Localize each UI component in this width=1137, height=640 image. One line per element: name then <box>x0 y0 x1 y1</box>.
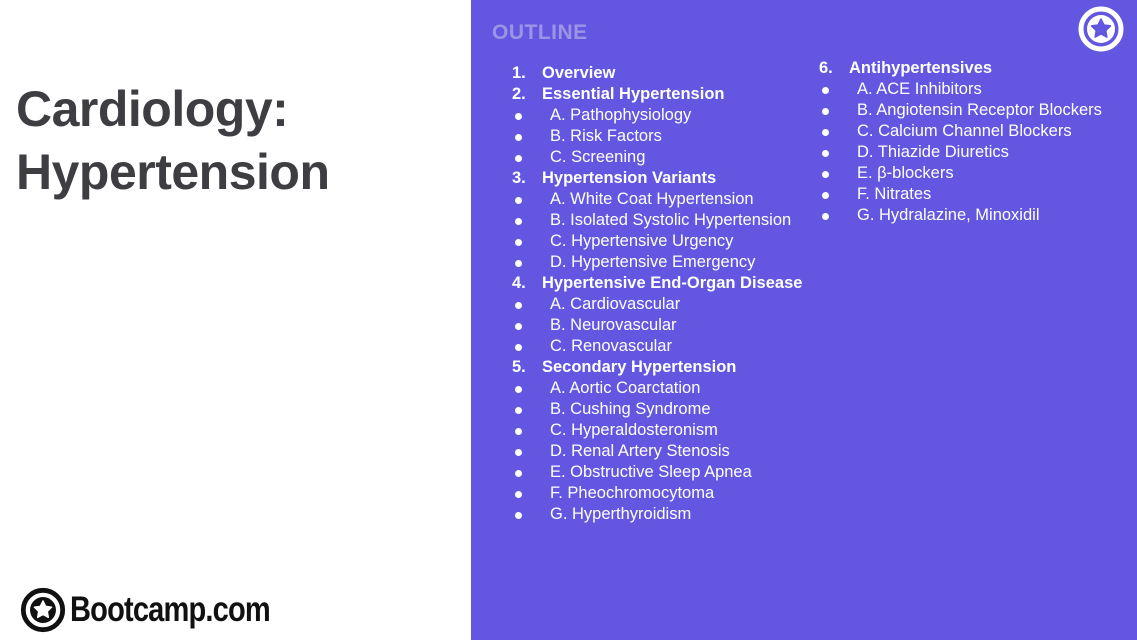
item-label: Hypertensive End-Organ Disease <box>542 274 803 292</box>
bullet-icon <box>822 171 829 178</box>
outline-item-bullet <box>512 441 819 462</box>
item-label: D. Hypertensive Emergency <box>550 253 756 271</box>
outline-item-bullet <box>512 462 819 483</box>
bootcamp-logo-text: Bootcamp.com <box>70 590 270 629</box>
item-marker <box>819 121 849 142</box>
bullet-icon <box>822 87 829 94</box>
bullet-icon <box>515 386 522 393</box>
outline-columns <box>512 59 1137 525</box>
item-label: Secondary Hypertension <box>542 358 737 376</box>
outline-item-bullet <box>512 378 819 399</box>
item-label: B. Isolated Systolic Hypertension <box>550 211 792 229</box>
item-label: C. Calcium Channel Blockers <box>857 122 1072 140</box>
slide-title-line2: Hypertension <box>16 144 330 200</box>
item-label: A. White Coat Hypertension <box>550 190 754 208</box>
bullet-icon <box>515 323 522 330</box>
item-label: A. Aortic Coarctation <box>550 379 701 397</box>
item-number: 4. <box>512 274 526 292</box>
bullet-icon <box>515 491 522 498</box>
outline-item-numbered <box>512 168 819 189</box>
item-label: C. Screening <box>550 148 646 166</box>
outline-item-bullet <box>819 100 1137 121</box>
item-label: B. Angiotensin Receptor Blockers <box>857 101 1102 119</box>
outline-item-bullet <box>512 231 819 252</box>
outline-item-bullet <box>819 205 1137 226</box>
item-marker <box>512 147 542 168</box>
outline-item-bullet <box>512 147 819 168</box>
outline-item-bullet <box>512 126 819 147</box>
item-label: D. Renal Artery Stenosis <box>550 442 730 460</box>
item-marker <box>512 483 542 504</box>
outline-item-numbered <box>512 63 819 84</box>
bullet-icon <box>515 260 522 267</box>
item-marker <box>512 462 542 483</box>
bullet-icon <box>515 239 522 246</box>
bullet-icon <box>822 213 829 220</box>
item-label: G. Hydralazine, Minoxidil <box>857 206 1040 224</box>
item-marker <box>819 100 849 121</box>
item-marker <box>512 126 542 147</box>
outline-item-bullet <box>512 420 819 441</box>
item-marker <box>512 294 542 315</box>
item-number: 5. <box>512 358 526 376</box>
item-label: A. Pathophysiology <box>550 106 692 124</box>
item-marker <box>512 441 542 462</box>
bullet-icon <box>822 129 829 136</box>
item-label: G. Hyperthyroidism <box>550 505 692 523</box>
item-label: B. Risk Factors <box>550 127 662 145</box>
bullet-icon <box>515 155 522 162</box>
outline-item-bullet <box>819 79 1137 100</box>
item-marker <box>512 315 542 336</box>
title-panel <box>0 0 471 640</box>
outline-item-bullet <box>819 163 1137 184</box>
bullet-icon <box>822 108 829 115</box>
item-marker <box>512 399 542 420</box>
item-label: Overview <box>542 64 616 82</box>
item-marker <box>819 163 849 184</box>
item-marker <box>512 504 542 525</box>
outline-item-bullet <box>512 399 819 420</box>
item-label: C. Hypertensive Urgency <box>550 232 734 250</box>
item-number: 3. <box>512 169 526 187</box>
bootcamp-star-shield-icon <box>19 586 67 634</box>
outline-item-bullet <box>512 105 819 126</box>
item-marker <box>512 231 542 252</box>
bullet-icon <box>515 344 522 351</box>
outline-item-numbered <box>512 84 819 105</box>
item-label: Essential Hypertension <box>542 85 725 103</box>
outline-item-bullet <box>512 336 819 357</box>
outline-item-bullet <box>512 252 819 273</box>
item-label: B. Neurovascular <box>550 316 677 334</box>
item-label: F. Pheochromocytoma <box>550 484 715 502</box>
item-label: A. ACE Inhibitors <box>857 80 982 98</box>
item-label: C. Hyperaldosteronism <box>550 421 718 439</box>
item-marker <box>512 210 542 231</box>
slide-title <box>16 78 330 204</box>
item-marker <box>512 252 542 273</box>
bullet-icon <box>515 470 522 477</box>
item-marker <box>819 79 849 100</box>
item-number: 1. <box>512 64 526 82</box>
item-marker <box>819 184 849 205</box>
bullet-icon <box>515 113 522 120</box>
item-label: C. Renovascular <box>550 337 672 355</box>
outline-column-2 <box>819 58 1137 226</box>
item-label: Hypertension Variants <box>542 169 717 187</box>
bullet-icon <box>515 407 522 414</box>
outline-item-bullet <box>819 142 1137 163</box>
item-label: A. Cardiovascular <box>550 295 681 313</box>
outline-item-numbered <box>819 58 1137 79</box>
item-label: D. Thiazide Diuretics <box>857 143 1009 161</box>
item-label: B. Cushing Syndrome <box>550 400 711 418</box>
item-marker <box>512 420 542 441</box>
item-marker <box>512 336 542 357</box>
item-label: Antihypertensives <box>849 59 993 77</box>
item-number: 2. <box>512 85 526 103</box>
outline-item-bullet <box>819 121 1137 142</box>
outline-heading: OUTLINE <box>492 21 588 44</box>
outline-item-bullet <box>512 294 819 315</box>
bullet-icon <box>822 192 829 199</box>
outline-item-numbered <box>512 357 819 378</box>
slide-title-line1: Cardiology: <box>16 81 289 137</box>
item-marker <box>512 189 542 210</box>
outline-item-bullet <box>512 483 819 504</box>
bullet-icon <box>515 512 522 519</box>
outline-item-bullet <box>512 504 819 525</box>
bullet-icon <box>515 449 522 456</box>
item-marker <box>819 205 849 226</box>
outline-item-bullet <box>512 315 819 336</box>
bullet-icon <box>822 150 829 157</box>
bullet-icon <box>515 428 522 435</box>
outline-column-1 <box>512 63 819 525</box>
outline-item-bullet <box>512 189 819 210</box>
outline-item-bullet <box>819 184 1137 205</box>
item-label: E. Obstructive Sleep Apnea <box>550 463 752 481</box>
bootcamp-logo <box>19 586 311 634</box>
bullet-icon <box>515 302 522 309</box>
star-shield-badge-icon <box>1076 4 1126 54</box>
item-marker <box>512 378 542 399</box>
item-number: 6. <box>819 59 833 77</box>
item-marker <box>512 105 542 126</box>
outline-item-bullet <box>512 210 819 231</box>
outline-panel <box>471 0 1137 640</box>
item-label: E. β-blockers <box>857 164 954 182</box>
outline-item-numbered <box>512 273 819 294</box>
bullet-icon <box>515 218 522 225</box>
bullet-icon <box>515 197 522 204</box>
bullet-icon <box>515 134 522 141</box>
item-marker <box>819 142 849 163</box>
item-label: F. Nitrates <box>857 185 932 203</box>
